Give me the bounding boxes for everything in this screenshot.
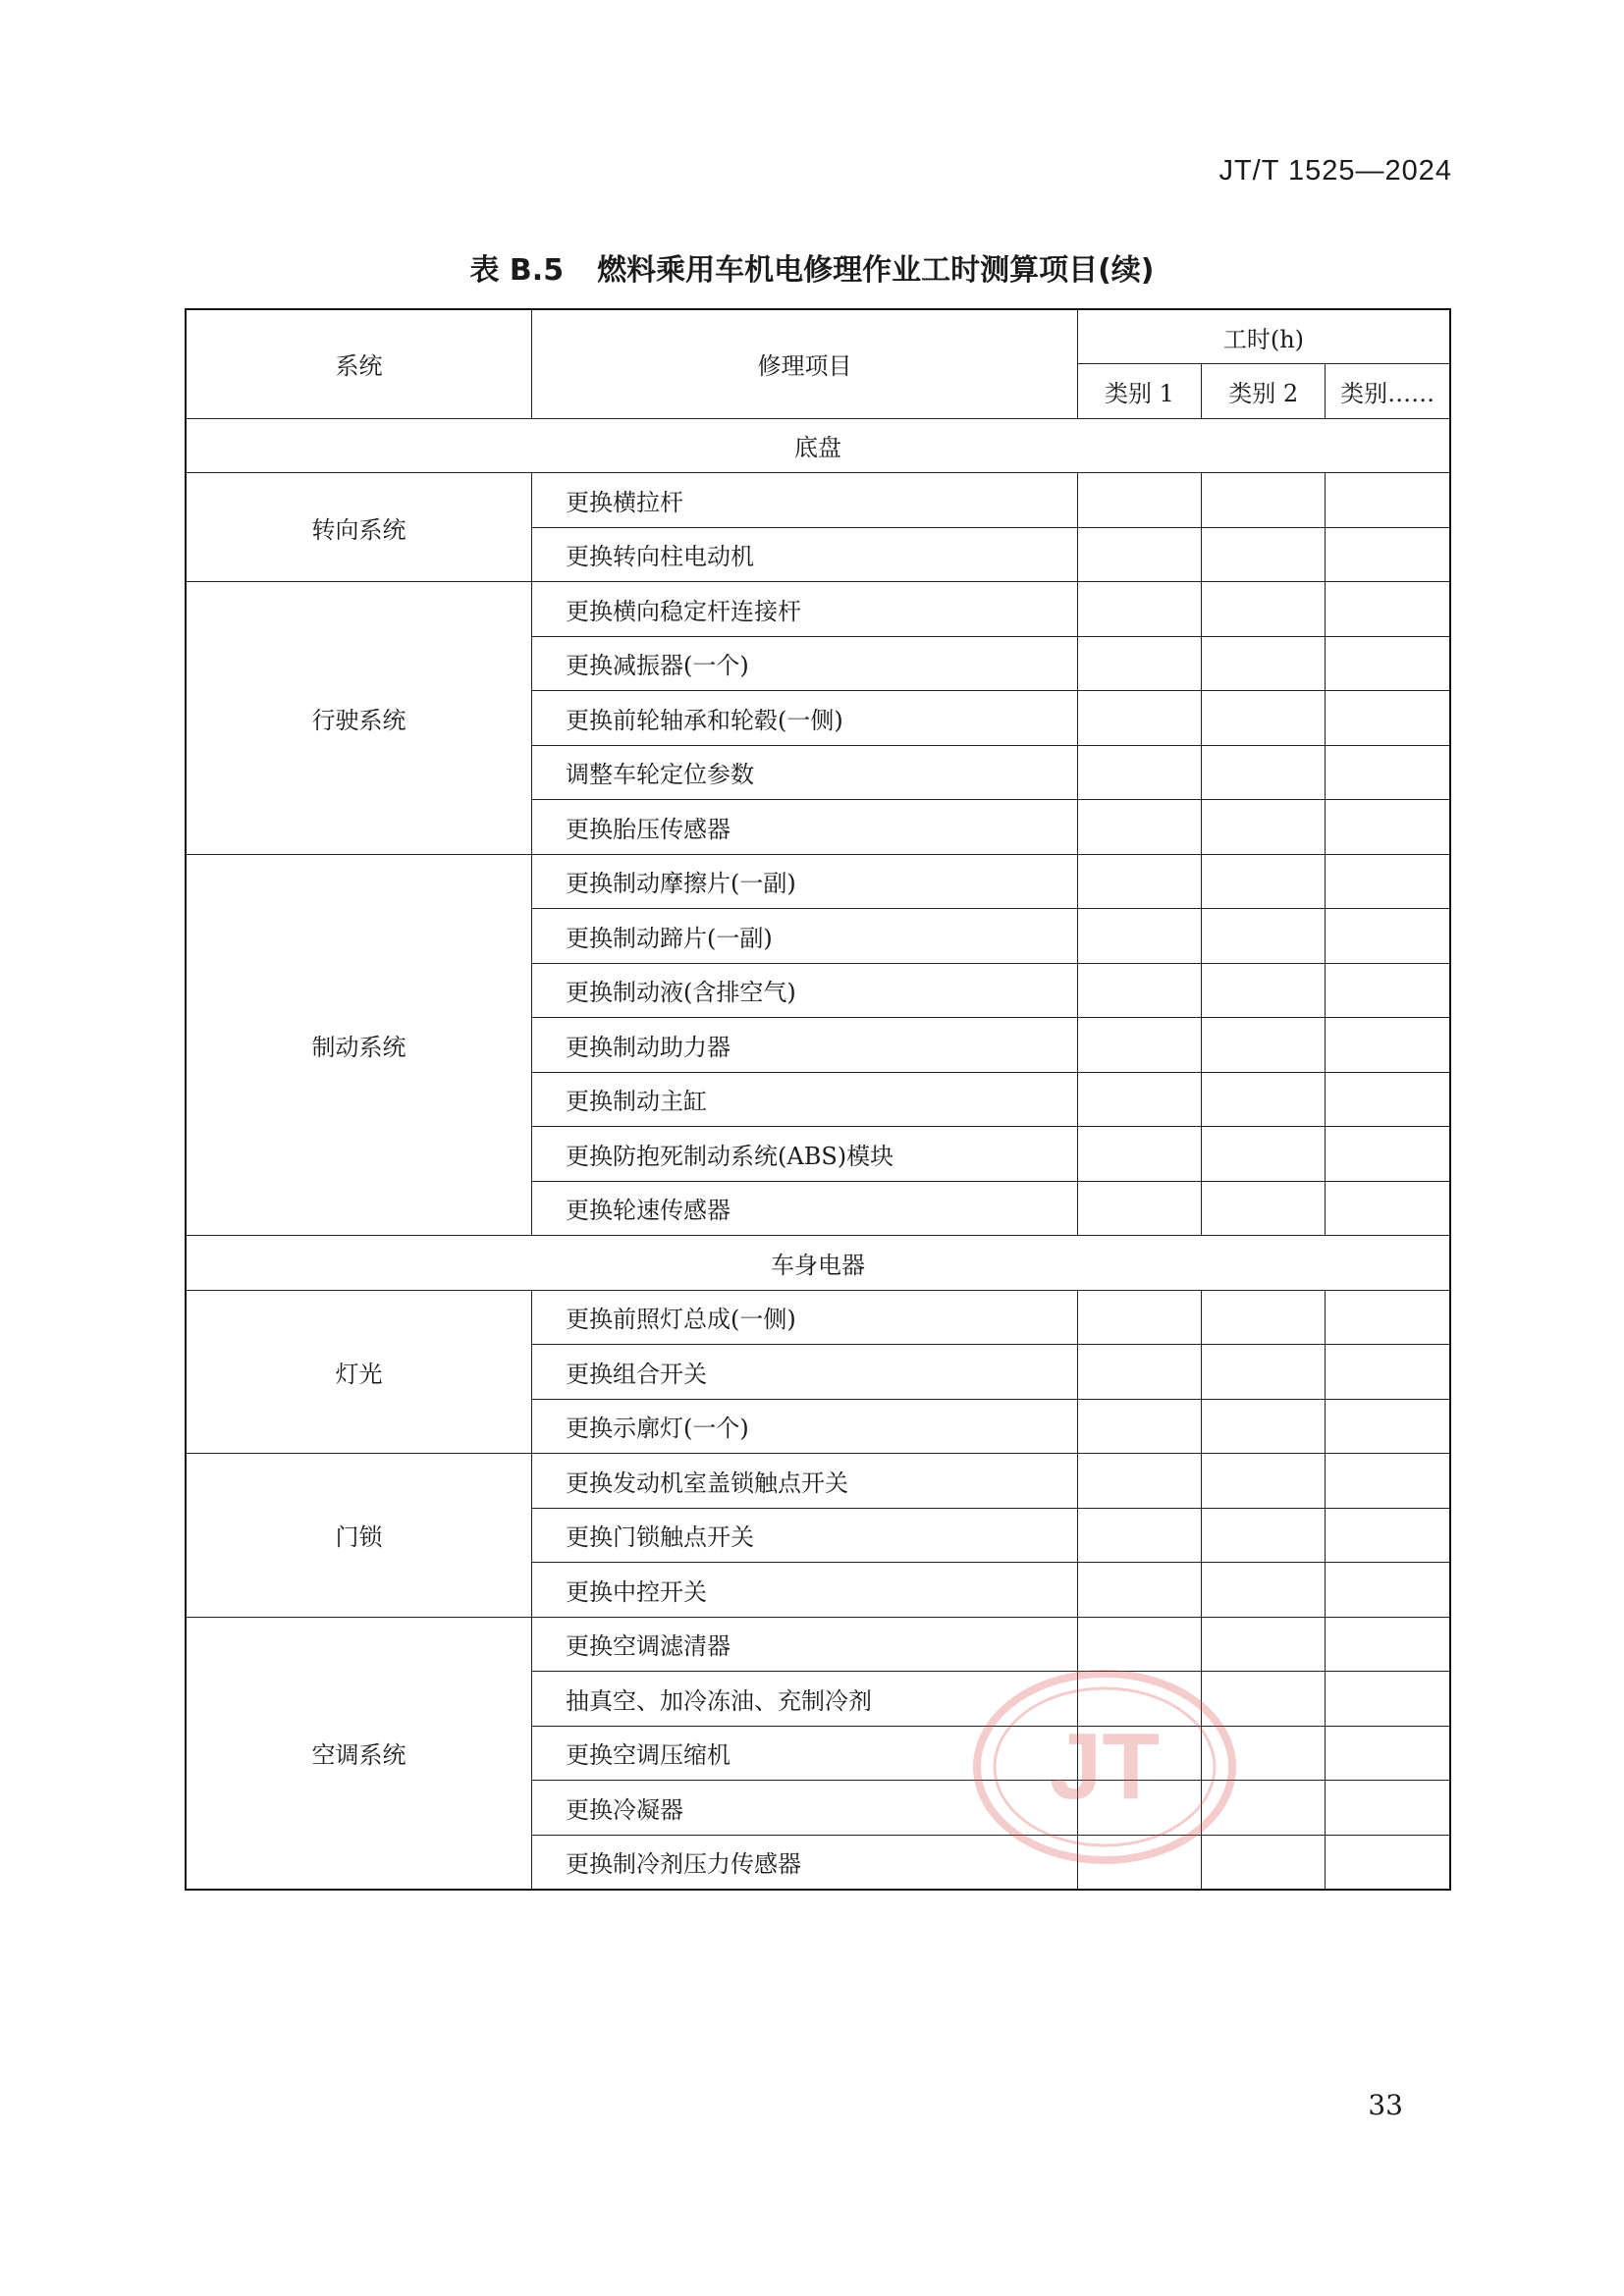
category-3-cell <box>1326 691 1450 746</box>
header-category-2: 类别 2 <box>1202 364 1326 419</box>
repair-item-cell: 更换轮速传感器 <box>532 1181 1078 1236</box>
category-3-cell <box>1326 1127 1450 1182</box>
repair-item-cell: 更换前轮轴承和轮毂(一侧) <box>532 691 1078 746</box>
category-1-cell <box>1077 1018 1201 1073</box>
category-3-cell <box>1326 1399 1450 1454</box>
category-1-cell <box>1077 1454 1201 1509</box>
repair-item-cell: 更换制动蹄片(一副) <box>532 909 1078 964</box>
category-3-cell <box>1326 1781 1450 1836</box>
category-1-cell <box>1077 636 1201 691</box>
category-2-cell <box>1202 1508 1326 1563</box>
category-1-cell <box>1077 1181 1201 1236</box>
repair-item-cell: 更换横拉杆 <box>532 473 1078 528</box>
category-3-cell <box>1326 1508 1450 1563</box>
category-2-cell <box>1202 527 1326 582</box>
category-3-cell <box>1326 1617 1450 1672</box>
repair-item-cell: 更换空调压缩机 <box>532 1726 1078 1781</box>
repair-item-cell: 更换横向稳定杆连接杆 <box>532 582 1078 637</box>
section-title: 底盘 <box>186 418 1450 473</box>
category-2-cell <box>1202 1290 1326 1345</box>
category-2-cell <box>1202 1127 1326 1182</box>
category-3-cell <box>1326 1454 1450 1509</box>
category-3-cell <box>1326 473 1450 528</box>
category-2-cell <box>1202 909 1326 964</box>
category-2-cell <box>1202 1018 1326 1073</box>
category-1-cell <box>1077 582 1201 637</box>
category-3-cell <box>1326 1290 1450 1345</box>
system-cell: 行驶系统 <box>186 582 532 855</box>
repair-item-cell: 更换制动摩擦片(一副) <box>532 854 1078 909</box>
category-3-cell <box>1326 527 1450 582</box>
category-2-cell <box>1202 1345 1326 1400</box>
header-repair-item: 修理项目 <box>532 309 1078 418</box>
category-3-cell <box>1326 745 1450 800</box>
category-2-cell <box>1202 745 1326 800</box>
category-2-cell <box>1202 963 1326 1018</box>
category-3-cell <box>1326 800 1450 855</box>
category-2-cell <box>1202 1563 1326 1618</box>
category-1-cell <box>1077 1290 1201 1345</box>
repair-item-cell: 更换发动机室盖锁触点开关 <box>532 1454 1078 1509</box>
repair-item-cell: 更换制动助力器 <box>532 1018 1078 1073</box>
repair-item-cell: 更换前照灯总成(一侧) <box>532 1290 1078 1345</box>
category-3-cell <box>1326 1018 1450 1073</box>
repair-item-cell: 更换示廓灯(一个) <box>532 1399 1078 1454</box>
repair-item-cell: 更换制动液(含排空气) <box>532 963 1078 1018</box>
work-hours-table <box>185 308 1451 1891</box>
category-3-cell <box>1326 1672 1450 1727</box>
repair-item-cell: 更换减振器(一个) <box>532 636 1078 691</box>
table-caption <box>0 245 1624 289</box>
category-1-cell <box>1077 1127 1201 1182</box>
repair-item-cell: 更换空调滤清器 <box>532 1617 1078 1672</box>
table-body <box>186 418 1450 1890</box>
category-1-cell <box>1077 1399 1201 1454</box>
header-system: 系统 <box>186 309 532 418</box>
category-1-cell <box>1077 1345 1201 1400</box>
category-2-cell <box>1202 1072 1326 1127</box>
category-2-cell <box>1202 1181 1326 1236</box>
category-1-cell <box>1077 1563 1201 1618</box>
category-3-cell <box>1326 1072 1450 1127</box>
repair-item-cell: 更换门锁触点开关 <box>532 1508 1078 1563</box>
category-1-cell <box>1077 1072 1201 1127</box>
system-cell: 门锁 <box>186 1454 532 1618</box>
category-3-cell <box>1326 1726 1450 1781</box>
svg-text:JT: JT <box>1049 1714 1161 1819</box>
category-1-cell <box>1077 909 1201 964</box>
category-2-cell <box>1202 1454 1326 1509</box>
category-3-cell <box>1326 1181 1450 1236</box>
category-1-cell <box>1077 1617 1201 1672</box>
category-3-cell <box>1326 909 1450 964</box>
category-2-cell <box>1202 800 1326 855</box>
repair-item-cell: 更换转向柱电动机 <box>532 527 1078 582</box>
category-1-cell <box>1077 1508 1201 1563</box>
jt-seal-watermark <box>972 1669 1237 1865</box>
document-code: JT/T 1525—2024 <box>1218 155 1452 187</box>
section-row <box>186 1236 1450 1291</box>
table-label: 表 B.5 <box>469 253 565 288</box>
system-cell: 转向系统 <box>186 473 532 582</box>
category-3-cell <box>1326 1835 1450 1890</box>
repair-item-cell: 更换胎压传感器 <box>532 800 1078 855</box>
header-category-1: 类别 1 <box>1077 364 1201 419</box>
system-cell: 空调系统 <box>186 1617 532 1890</box>
system-cell: 灯光 <box>186 1290 532 1454</box>
repair-item-cell: 抽真空、加冷冻油、充制冷剂 <box>532 1672 1078 1727</box>
repair-item-cell: 更换制动主缸 <box>532 1072 1078 1127</box>
table-row <box>186 473 1450 528</box>
section-title: 车身电器 <box>186 1236 1450 1291</box>
category-2-cell <box>1202 636 1326 691</box>
category-3-cell <box>1326 582 1450 637</box>
category-1-cell <box>1077 800 1201 855</box>
table-row <box>186 1290 1450 1345</box>
category-2-cell <box>1202 473 1326 528</box>
section-row <box>186 418 1450 473</box>
category-2-cell <box>1202 691 1326 746</box>
category-2-cell <box>1202 582 1326 637</box>
repair-item-cell: 更换中控开关 <box>532 1563 1078 1618</box>
category-1-cell <box>1077 527 1201 582</box>
category-2-cell <box>1202 1399 1326 1454</box>
repair-item-cell: 更换组合开关 <box>532 1345 1078 1400</box>
category-3-cell <box>1326 963 1450 1018</box>
category-1-cell <box>1077 963 1201 1018</box>
system-cell: 制动系统 <box>186 854 532 1236</box>
category-3-cell <box>1326 854 1450 909</box>
table-row <box>186 1617 1450 1672</box>
page-number: 33 <box>1368 2089 1403 2121</box>
category-1-cell <box>1077 745 1201 800</box>
category-1-cell <box>1077 691 1201 746</box>
header-category-more: 类别…… <box>1326 364 1450 419</box>
category-1-cell <box>1077 854 1201 909</box>
table-row <box>186 582 1450 637</box>
table-row <box>186 854 1450 909</box>
table-row <box>186 1454 1450 1509</box>
repair-item-cell: 更换冷凝器 <box>532 1781 1078 1836</box>
category-1-cell <box>1077 473 1201 528</box>
category-2-cell <box>1202 854 1326 909</box>
header-work-hours: 工时(h) <box>1077 309 1450 364</box>
table-title: 燃料乘用车机电修理作业工时测算项目(续) <box>597 253 1155 288</box>
table-container <box>185 308 1451 1891</box>
repair-item-cell: 更换制冷剂压力传感器 <box>532 1835 1078 1890</box>
category-2-cell <box>1202 1617 1326 1672</box>
repair-item-cell: 调整车轮定位参数 <box>532 745 1078 800</box>
category-3-cell <box>1326 636 1450 691</box>
category-3-cell <box>1326 1563 1450 1618</box>
category-3-cell <box>1326 1345 1450 1400</box>
repair-item-cell: 更换防抱死制动系统(ABS)模块 <box>532 1127 1078 1182</box>
